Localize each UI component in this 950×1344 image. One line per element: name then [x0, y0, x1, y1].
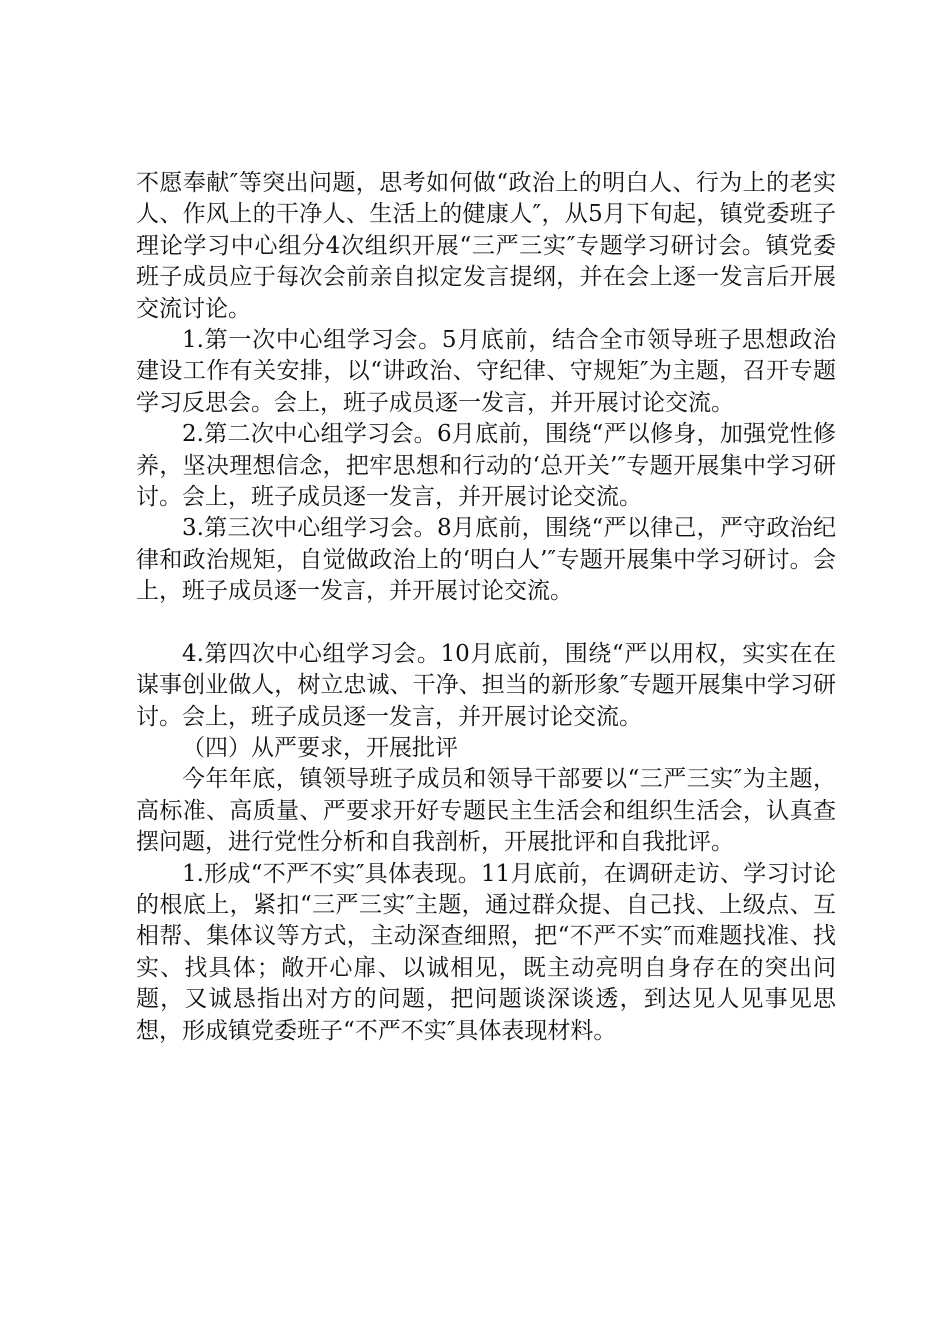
paragraph-form-manifestations: 1.形成“不严不实″具体表现。11月底前，在调研走访、学习讨论的根底上，紧扣“三严三实″主题，通过群众提、自己找、上级点、互相帮、集体议等方式，主动深查细照，把“不严不实″而难题找准、找实、找具体；敞开心扉、以诚相见，既主动亮明自身存在的突出问题，又诚恳指出对方的问题，把问题谈深谈透，到达见人见事见思想，形成镇党委班子“不严不实″具体表现材料。: [136, 860, 836, 1044]
document-page: [136, 168, 836, 1047]
paragraph-third-study-session: 3.第三次中心组学习会。8月底前，围绕“严以律己，严守政治纪律和政治规矩，自觉做政治上的‘明白人’″专题开展集中学习研讨。会上，班子成员逐一发言，并开展讨论交流。: [136, 515, 836, 605]
paragraph-year-end-meeting: 今年年底，镇领导班子成员和领导干部要以“三严三实″为主题，高标准、高质量、严要求开好专题民主生活会和组织生活会，认真查摆问题，进行党性分析和自我剖析，开展批评和自我批评。: [136, 766, 836, 856]
paragraph-intro-continuation: 不愿奉献″等突出问题，思考如何做“政治上的明白人、行为上的老实人、作风上的干净人、生活上的健康人″，从5月下旬起，镇党委班子理论学习中心组分4次组织开展“三严三实″专题学习研讨会。镇党委班子成员应于每次会前亲自拟定发言提纲，并在会上逐一发言后开展交流讨论。: [136, 170, 836, 322]
paragraph-fourth-study-session: 4.第四次中心组学习会。10月底前，围绕“严以用权，实实在在谋事创业做人，树立忠诚、干净、担当的新形象″专题开展集中学习研讨。会上，班子成员逐一发言，并开展讨论交流。: [136, 640, 836, 730]
paragraph-second-study-session: 2.第二次中心组学习会。6月底前，围绕“严以修身，加强党性修养，坚决理想信念，把牢思想和行动的‘总开关’″专题开展集中学习研讨。会上，班子成员逐一发言，并开展讨论交流。: [136, 421, 836, 511]
paragraph-first-study-session: 1.第一次中心组学习会。5月底前，结合全市领导班子思想政治建设工作有关安排，以“讲政治、守纪律、守规矩″为主题，召开专题学习反思会。会上，班子成员逐一发言，并开展讨论交流。: [136, 327, 836, 416]
section-heading-criticism: （四）从严要求，开展批评: [182, 734, 458, 761]
